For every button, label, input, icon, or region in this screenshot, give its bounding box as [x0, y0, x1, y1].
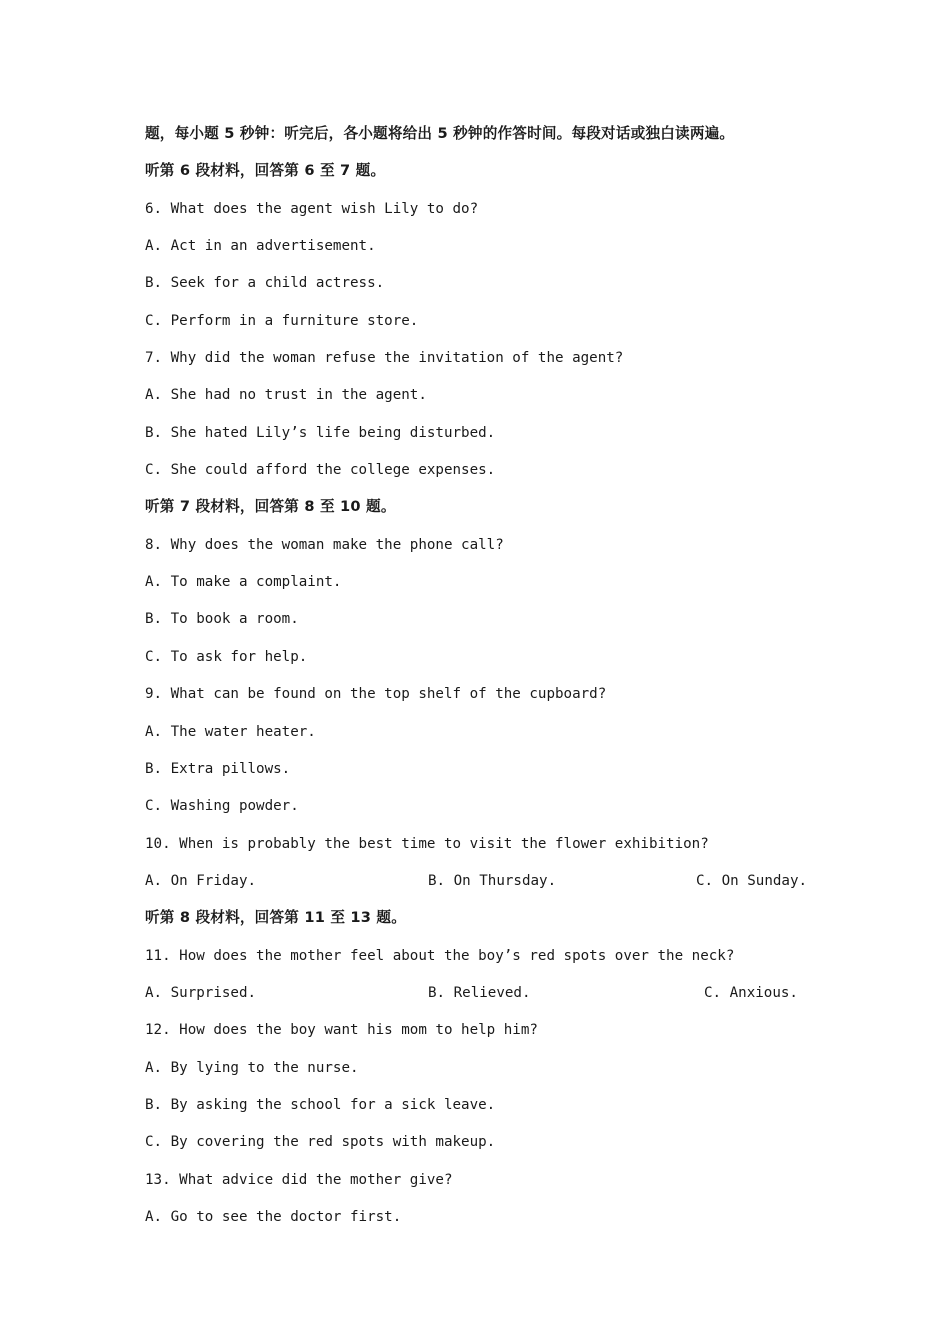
- answer-option: A. Act in an advertisement.: [145, 238, 376, 255]
- answer-option: B. Relieved.: [428, 984, 531, 1001]
- answer-option: A. To make a complaint.: [145, 574, 342, 591]
- answer-option: C. On Sunday.: [696, 872, 808, 889]
- answer-option: A. Go to see the doctor first.: [145, 1208, 402, 1225]
- question-text: 9. What can be found on the top shelf of the cupboard?: [145, 686, 607, 703]
- answer-options-row: [145, 980, 825, 1017]
- document-page: [145, 121, 825, 1241]
- answer-option: B. By asking the school for a sick leave.: [145, 1096, 496, 1113]
- answer-option: A. By lying to the nurse.: [145, 1059, 359, 1076]
- question-text: 11. How does the mother feel about the boy’s red spots over the neck?: [145, 947, 735, 964]
- answer-option: A. Surprised.: [145, 984, 257, 1001]
- section-heading: 听第 6 段材料，回答第 6 至 7 题。: [145, 162, 386, 180]
- answer-option: A. She had no trust in the agent.: [145, 387, 427, 404]
- answer-option: B. Seek for a child actress.: [145, 275, 385, 292]
- section-heading: 听第 7 段材料，回答第 8 至 10 题。: [145, 498, 396, 516]
- answer-option: B. Extra pillows.: [145, 760, 291, 777]
- question-text: 13. What advice did the mother give?: [145, 1171, 453, 1188]
- question-text: 8. Why does the woman make the phone call?: [145, 536, 504, 553]
- answer-option: B. To book a room.: [145, 611, 299, 628]
- question-text: 7. Why did the woman refuse the invitation of the agent?: [145, 350, 624, 367]
- answer-option: C. She could afford the college expenses.: [145, 462, 496, 479]
- answer-option: B. On Thursday.: [428, 872, 557, 889]
- answer-option: B. She hated Lily’s life being disturbed.: [145, 424, 496, 441]
- section-heading: 听第 8 段材料，回答第 11 至 13 题。: [145, 909, 406, 927]
- question-text: 12. How does the boy want his mom to help him?: [145, 1022, 538, 1039]
- answer-option: C. Perform in a furniture store.: [145, 312, 419, 329]
- answer-option: C. Washing powder.: [145, 798, 299, 815]
- section-heading: 题，每小题 5 秒钟：听完后，各小题将给出 5 秒钟的作答时间。每段对话或独白读两遍。: [145, 125, 735, 142]
- question-text: 6. What does the agent wish Lily to do?: [145, 200, 479, 217]
- answer-option: C. To ask for help.: [145, 648, 308, 665]
- answer-option: A. The water heater.: [145, 723, 316, 740]
- answer-options-row: [145, 868, 825, 905]
- answer-option: A. On Friday.: [145, 872, 257, 889]
- answer-option: C. By covering the red spots with makeup.: [145, 1134, 496, 1151]
- answer-option: C. Anxious.: [704, 984, 798, 1001]
- question-text: 10. When is probably the best time to visit the flower exhibition?: [145, 835, 709, 852]
